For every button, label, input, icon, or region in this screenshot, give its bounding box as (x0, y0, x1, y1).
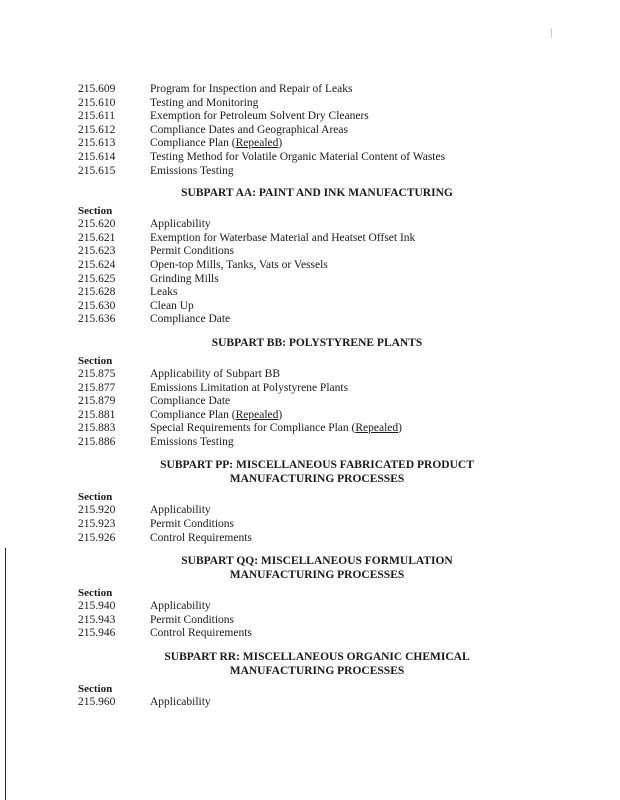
section-number: 215.943 (78, 613, 116, 626)
subpart-rr-list (0, 696, 620, 710)
section-number: 215.621 (78, 231, 116, 244)
section-number: 215.886 (78, 435, 116, 448)
list-item (0, 300, 620, 314)
subpart-rr-heading (0, 650, 620, 678)
heading-line: SUBPART QQ: MISCELLANEOUS FORMULATION (181, 555, 453, 568)
title-text: Compliance Plan ( (150, 408, 236, 421)
section-number: 215.946 (78, 627, 116, 640)
list-item (0, 245, 620, 259)
repealed-text: Repealed (235, 408, 279, 421)
list-item (0, 409, 620, 423)
subpart-pp-list (0, 504, 620, 545)
section-number: 215.920 (78, 504, 116, 517)
heading-line: SUBPART RR: MISCELLANEOUS ORGANIC CHEMICAL (164, 651, 470, 664)
section-title: Testing Method for Volatile Organic Material Content of Wastes (150, 150, 446, 163)
section-title: Emissions Limitation at Polystyrene Plants (150, 381, 349, 394)
section-title: Emissions Testing (150, 435, 234, 448)
section-title (150, 137, 282, 151)
section-label: Section (78, 683, 113, 696)
list-item (0, 600, 620, 614)
section-title (150, 422, 402, 436)
list-item (0, 259, 620, 273)
list-item (0, 504, 620, 518)
section-number: 215.613 (78, 137, 116, 150)
list-item (0, 83, 620, 97)
section-title: Permit Conditions (150, 245, 235, 258)
section-list-continued (0, 83, 620, 178)
table-of-contents (0, 83, 620, 710)
list-item (0, 218, 620, 232)
section-number: 215.609 (78, 83, 116, 95)
section-number: 215.630 (78, 299, 116, 312)
list-item (0, 368, 620, 382)
list-item (0, 395, 620, 409)
section-title: Emissions Testing (150, 164, 234, 177)
section-number: 215.923 (78, 518, 116, 531)
section-number: 215.620 (78, 218, 116, 231)
section-number: 215.624 (78, 258, 116, 271)
list-item (0, 124, 620, 138)
section-title: Control Requirements (150, 531, 252, 544)
subpart-aa-list (0, 218, 620, 327)
section-title: Control Requirements (150, 627, 252, 640)
list-item (0, 286, 620, 300)
subpart-pp-heading (0, 458, 620, 486)
list-item (0, 422, 620, 436)
list-item (0, 313, 620, 327)
heading-line: MANUFACTURING PROCESSES (229, 569, 405, 582)
heading-line: SUBPART PP: MISCELLANEOUS FABRICATED PRODUCT (160, 459, 474, 472)
title-text: ) (398, 422, 402, 435)
section-title (150, 409, 282, 423)
section-title: Permit Conditions (150, 613, 235, 626)
title-text: Special Requirements for Compliance Plan ( (150, 422, 356, 435)
section-number: 215.628 (78, 286, 116, 299)
section-title: Applicability (150, 504, 211, 517)
title-text: ) (278, 137, 283, 150)
section-number: 215.881 (78, 408, 116, 421)
subpart-qq-list (0, 600, 620, 641)
section-number: 215.926 (78, 531, 116, 544)
list-item (0, 518, 620, 532)
section-number: 215.625 (78, 272, 116, 285)
scan-mark (551, 28, 552, 38)
heading-line: MANUFACTURING PROCESSES (229, 473, 405, 486)
section-title: Leaks (150, 286, 178, 299)
section-title: Permit Conditions (150, 518, 235, 531)
title-text: ) (278, 408, 283, 421)
section-label: Section (78, 354, 113, 367)
list-item (0, 110, 620, 124)
section-title: Applicability (150, 696, 211, 709)
repealed-text: Repealed (355, 422, 399, 435)
list-item (0, 627, 620, 641)
list-item (0, 696, 620, 710)
section-title: Exemption for Petroleum Solvent Dry Cleaners (150, 110, 369, 123)
section-label: Section (78, 205, 113, 218)
section-number: 215.883 (78, 422, 116, 435)
section-number: 215.612 (78, 123, 116, 136)
section-number: 215.610 (78, 96, 116, 109)
section-title: Testing and Monitoring (150, 96, 259, 109)
list-item (0, 137, 620, 151)
list-item (0, 97, 620, 111)
section-title: Grinding Mills (150, 272, 219, 285)
section-number: 215.615 (78, 164, 116, 177)
section-title: Compliance Date (150, 313, 231, 326)
list-item (0, 532, 620, 546)
section-title: Open-top Mills, Tanks, Vats or Vessels (150, 258, 328, 271)
section-label: Section (78, 491, 113, 504)
section-number: 215.875 (78, 367, 116, 380)
section-number: 215.623 (78, 245, 116, 258)
section-label: Section (78, 587, 113, 600)
section-title: Compliance Date (150, 395, 231, 408)
section-title: Exemption for Waterbase Material and Heatset Offset Ink (150, 231, 416, 244)
list-item (0, 165, 620, 179)
section-title: Applicability (150, 600, 211, 613)
subpart-aa-heading: SUBPART AA: PAINT AND INK MANUFACTURING (181, 187, 453, 200)
list-item (0, 151, 620, 165)
list-item (0, 273, 620, 287)
section-number: 215.611 (78, 110, 115, 123)
list-item (0, 382, 620, 396)
subpart-bb-list (0, 368, 620, 450)
section-title: Clean Up (150, 299, 194, 312)
list-item (0, 614, 620, 628)
repealed-text: Repealed (235, 137, 279, 150)
section-number: 215.636 (78, 313, 116, 326)
subpart-bb-heading: SUBPART BB: POLYSTYRENE PLANTS (211, 336, 423, 349)
section-title: Applicability of Subpart BB (150, 367, 281, 380)
section-number: 215.614 (78, 150, 116, 163)
section-number: 215.879 (78, 395, 116, 408)
list-item (0, 436, 620, 450)
list-item (0, 232, 620, 246)
section-title: Program for Inspection and Repair of Leaks (150, 83, 353, 95)
heading-line: MANUFACTURING PROCESSES (229, 665, 405, 678)
section-number: 215.877 (78, 381, 116, 394)
section-number: 215.960 (78, 696, 116, 709)
section-title: Compliance Dates and Geographical Areas (150, 123, 348, 136)
section-title: Applicability (150, 218, 211, 231)
title-text: Compliance Plan ( (150, 137, 236, 150)
subpart-qq-heading (0, 554, 620, 582)
section-number: 215.940 (78, 600, 116, 613)
